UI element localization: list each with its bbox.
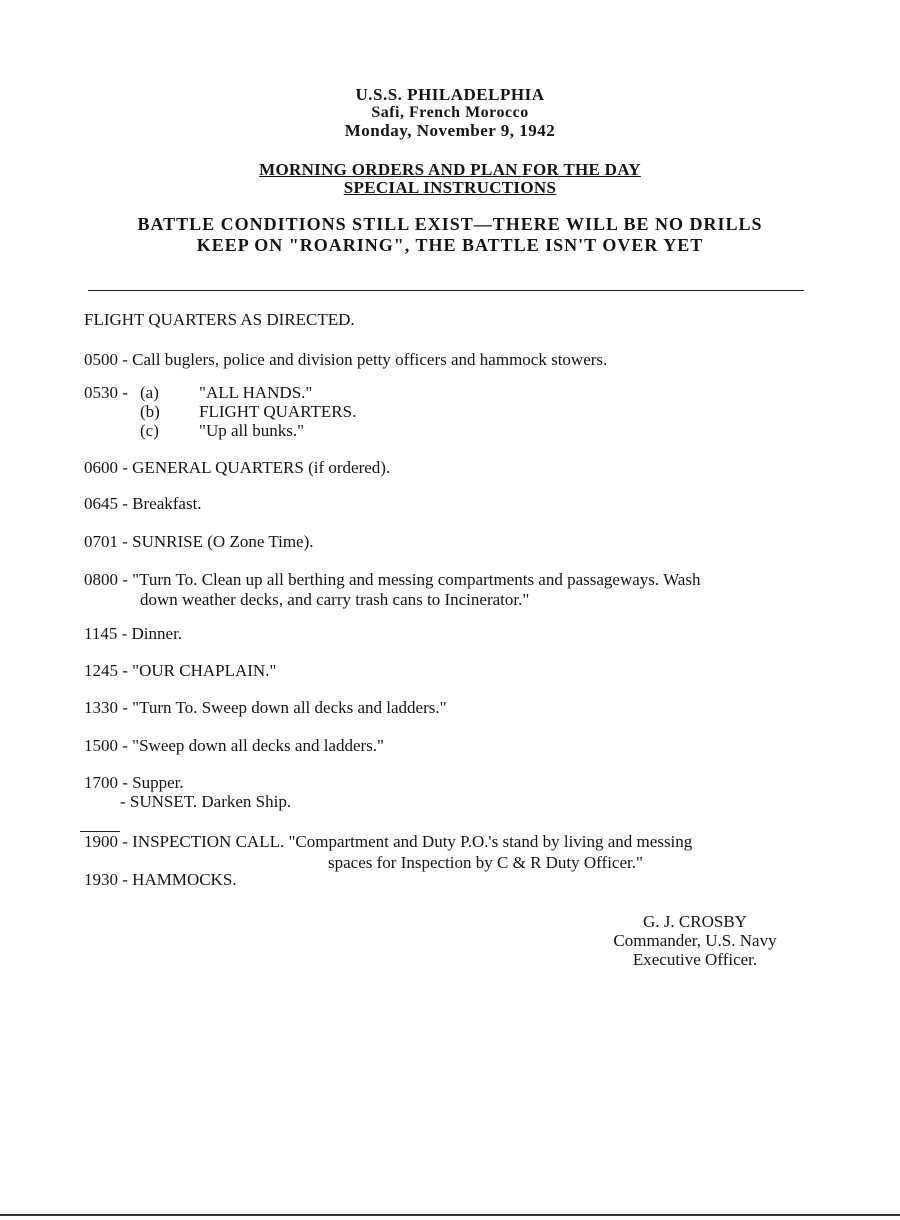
orders-title: MORNING ORDERS AND PLAN FOR THE DAY [259, 160, 641, 179]
signature-rank: Commander, U.S. Navy [613, 931, 777, 950]
schedule-0530-a-mark: (a) [140, 383, 159, 402]
schedule-1900-line1: 1900 - INSPECTION CALL. "Compartment and Duty P.O.'s stand by living and messing [84, 832, 693, 851]
schedule-0600: 0600 - GENERAL QUARTERS (if ordered). [84, 458, 391, 477]
schedule-1700-line1: 1700 - Supper. [84, 773, 184, 792]
schedule-1245: 1245 - "OUR CHAPLAIN." [84, 661, 277, 680]
schedule-1930: 1930 - HAMMOCKS. [84, 870, 237, 889]
schedule-1700-line2: - SUNSET. Darken Ship. [120, 792, 292, 811]
flight-quarters-intro: FLIGHT QUARTERS AS DIRECTED. [84, 310, 355, 329]
schedule-1330: 1330 - "Turn To. Sweep down all decks and ladders." [84, 698, 447, 717]
schedule-0530-b-text: FLIGHT QUARTERS. [199, 402, 357, 421]
scan-edge [0, 1214, 900, 1216]
schedule-0800-line2: down weather decks, and carry trash cans to Incinerator." [140, 590, 530, 609]
keep-roaring-line: KEEP ON "ROARING", THE BATTLE ISN'T OVER YET [196, 235, 704, 255]
battle-conditions-line: BATTLE CONDITIONS STILL EXIST—THERE WILL BE NO DRILLS [137, 214, 763, 234]
special-instructions-title: SPECIAL INSTRUCTIONS [343, 178, 557, 197]
schedule-0701: 0701 - SUNRISE (O Zone Time). [84, 532, 314, 551]
schedule-0530-a-text: "ALL HANDS." [199, 383, 313, 402]
schedule-1145: 1145 - Dinner. [84, 624, 183, 643]
schedule-0800-line1: 0800 - "Turn To. Clean up all berthing and messing compartments and passageways. Wash [84, 570, 701, 589]
schedule-1500: 1500 - "Sweep down all decks and ladders." [84, 736, 384, 755]
schedule-0530-b-mark: (b) [140, 402, 160, 421]
ship-name: U.S.S. PHILADELPHIA [355, 85, 545, 104]
schedule-0530-time: 0530 - [84, 383, 128, 402]
schedule-1900-line2: spaces for Inspection by C & R Duty Officer." [328, 853, 643, 872]
divider-rule [88, 290, 804, 291]
schedule-0500: 0500 - Call buglers, police and division petty officers and hammock stowers. [84, 350, 608, 369]
schedule-0530-c-mark: (c) [140, 421, 159, 440]
location: Safi, French Morocco [371, 104, 529, 121]
signature-name: G. J. CROSBY [643, 912, 747, 931]
schedule-0645: 0645 - Breakfast. [84, 494, 202, 513]
schedule-0530-c-text: "Up all bunks." [199, 421, 305, 440]
signature-role: Executive Officer. [632, 950, 758, 969]
date: Monday, November 9, 1942 [344, 121, 556, 140]
